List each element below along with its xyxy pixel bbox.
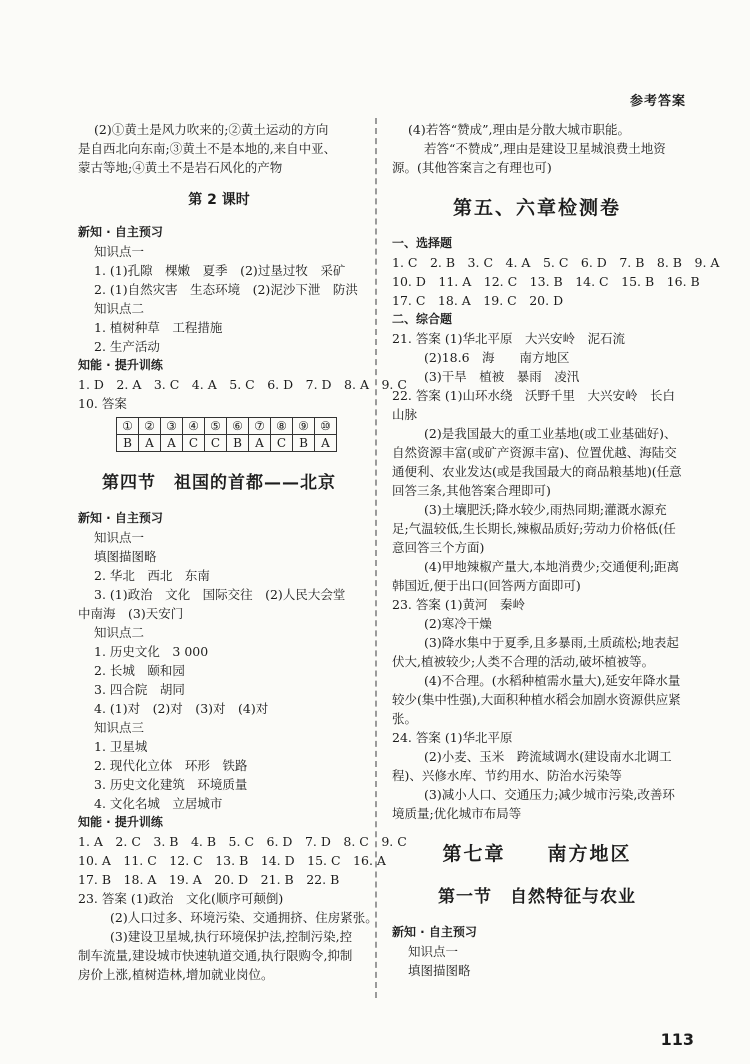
- answer-line: 10. A 11. C 12. C 13. B 14. D 15. C 16. A: [78, 853, 386, 868]
- table-cell: ⑨: [293, 418, 315, 435]
- intro-line-2: 是自西北向东南;③黄土不是本地的,来自中亚、: [78, 141, 337, 156]
- section-head: 知能 · 提升训练: [78, 358, 163, 372]
- section-head: 一、选择题: [392, 236, 453, 250]
- table-cell: ①: [117, 418, 139, 435]
- section-title: 第四节 祖国的首都——北京: [102, 473, 336, 493]
- answer-line: 知识点二: [94, 301, 145, 316]
- section-head: 知能 · 提升训练: [78, 815, 163, 829]
- answer-line: (2)18.6 海 南方地区: [424, 350, 570, 365]
- lesson-title: 第 2 课时: [188, 192, 250, 208]
- answer-line: 10. D 11. A 12. C 13. B 14. C 15. B 16. B: [392, 274, 700, 289]
- answer-paragraph: (3)降水集中于夏季,且多暴雨,土质疏松;地表起伏大,植被较少;人类不合理的活动,破坏植被等。: [392, 635, 679, 669]
- answer-line: 1. 历史文化 3 000: [94, 644, 209, 659]
- table-cell: ⑥: [227, 418, 249, 435]
- answer-table-numbers: [117, 418, 337, 435]
- page-header: 参考答案: [629, 94, 686, 109]
- answer-line: (2)人口过多、环境污染、交通拥挤、住房紧张。: [110, 910, 378, 925]
- section-head: 新知 · 自主预习: [78, 225, 163, 239]
- table-cell: B: [117, 435, 139, 452]
- answer-line: 4. (1)对 (2)对 (3)对 (4)对: [94, 701, 269, 716]
- right-column: [392, 120, 720, 980]
- answer-paragraph: (3)土壤肥沃;降水较少,雨热同期;灌溉水源充足;气温较低,生长期长,辣椒品质好;劳动力价格低(任意回答三个方面): [392, 502, 676, 555]
- answer-line: (4)若答“赞成”,理由是分散大城市职能。: [408, 122, 630, 137]
- answer-line: 1. (1)孔隙 棵嫩 夏季 (2)过垦过牧 采矿: [94, 263, 346, 278]
- answer-paragraph: (3)建设卫星城,执行环境保护法,控制污染,控制车流量,建设城市快速轨道交通,执行限购令,抑制房价上涨,植树造林,增加就业岗位。: [78, 929, 353, 982]
- table-cell: ⑤: [205, 418, 227, 435]
- table-cell: ④: [183, 418, 205, 435]
- table-cell: A: [139, 435, 161, 452]
- table-cell: ⑩: [315, 418, 337, 435]
- answer-paragraph: (3)减小人口、交通压力;减少城市污染,改善环境质量;优化城市布局等: [392, 787, 675, 821]
- table-cell: ⑧: [271, 418, 293, 435]
- table-cell: ②: [139, 418, 161, 435]
- answer-line: 知识点二: [94, 625, 145, 640]
- answer-paragraph: (2)小麦、玉米 跨流域调水(建设南水北调工程)、兴修水库、节约用水、防治水污染等: [392, 749, 672, 783]
- section-title: 第一节 自然特征与农业: [438, 887, 636, 907]
- section-head: 新知 · 自主预习: [392, 925, 477, 939]
- answer-line: 知识点一: [94, 530, 145, 545]
- table-cell: ⑦: [249, 418, 271, 435]
- answer-line: 3. 历史文化建筑 环境质量: [94, 777, 248, 792]
- table-cell: C: [183, 435, 205, 452]
- chapter-title: 第七章 南方地区: [442, 843, 632, 865]
- answer-line: 1. D 2. A 3. C 4. A 5. C 6. D 7. D 8. A 9. C: [78, 377, 407, 392]
- answer-line: 填图描图略: [408, 963, 471, 978]
- table-cell: C: [205, 435, 227, 452]
- answer-line: 21. 答案 (1)华北平原 大兴安岭 泥石流: [392, 331, 626, 346]
- section-head: 二、综合题: [392, 312, 453, 326]
- answer-table-letters: [117, 435, 337, 452]
- answer-line: 知识点一: [408, 944, 459, 959]
- answer-line: 2. 生产活动: [94, 339, 160, 354]
- answer-paragraph: (4)不合理。(水稻种植需水量大),延安年降水量较少(集中性强),大面积种植水稻会加剧水资源供应紧张。: [392, 673, 681, 726]
- table-cell: A: [249, 435, 271, 452]
- answer-line: 填图描图略: [94, 549, 157, 564]
- answer-line: 知识点三: [94, 720, 145, 735]
- answer-line: 山脉: [392, 407, 418, 422]
- intro-line-3: 蒙古等地;④黄土不是岩石风化的产物: [78, 160, 283, 175]
- answer-line: 10. 答案: [78, 396, 127, 411]
- answer-line: 17. B 18. A 19. A 20. D 21. B 22. B: [78, 872, 340, 887]
- answer-line: 3. (1)政治 文化 国际交往 (2)人民大会堂: [94, 587, 346, 602]
- answer-line: 23. 答案 (1)政治 文化(顺序可颠倒): [78, 891, 284, 906]
- section-head: 新知 · 自主预习: [78, 511, 163, 525]
- answer-table: [116, 417, 337, 452]
- chapter-test-title: 第五、六章检测卷: [452, 197, 621, 219]
- table-cell: C: [271, 435, 293, 452]
- answer-line: 24. 答案 (1)华北平原: [392, 730, 513, 745]
- answer-line: (3)干旱 植被 暴雨 凌汛: [424, 369, 580, 384]
- intro-line-1: (2)①黄土是风力吹来的;②黄土运动的方向: [94, 122, 329, 137]
- table-cell: ③: [161, 418, 183, 435]
- answer-paragraph: (2)是我国最大的重工业基地(或工业基础好)、自然资源丰富(或矿产资源丰富)、位置优越、海陆交通便利、农业发达(或是我国最大的商品粮基地)(任意回答三条,其他答案合理即可): [392, 426, 682, 498]
- answer-line: 知识点一: [94, 244, 145, 259]
- answer-line: 23. 答案 (1)黄河 秦岭: [392, 597, 526, 612]
- answer-paragraph: 若答“不赞成”,理由是建设卫星城浪费土地资源。(其他答案言之有理也可): [392, 141, 666, 175]
- answer-line: (2)寒冷干燥: [424, 616, 492, 631]
- answer-line: 2. 长城 颐和园: [94, 663, 185, 678]
- table-cell: B: [293, 435, 315, 452]
- answer-line: 2. (1)自然灾害 生态环境 (2)泥沙下泄 防洪: [94, 282, 358, 297]
- answer-paragraph: (4)甲地辣椒产量大,本地消费少;交通便利;距离韩国近,便于出口(回答两方面即可): [392, 559, 680, 593]
- table-cell: B: [227, 435, 249, 452]
- answer-line: 22. 答案 (1)山环水绕 沃野千里 大兴安岭 长白: [392, 388, 676, 403]
- table-cell: A: [161, 435, 183, 452]
- answer-line: 2. 现代化立体 环形 铁路: [94, 758, 248, 773]
- answer-line: 中南海 (3)天安门: [78, 606, 184, 621]
- page-number: 113: [660, 1030, 694, 1049]
- answer-line: 4. 文化名城 立居城市: [94, 796, 223, 811]
- answer-line: 17. C 18. A 19. C 20. D: [392, 293, 564, 308]
- answer-line: 1. 植树种草 工程措施: [94, 320, 223, 335]
- answer-line: 1. A 2. C 3. B 4. B 5. C 6. D 7. D 8. C 9. C: [78, 834, 407, 849]
- answer-line: 3. 四合院 胡同: [94, 682, 185, 697]
- answer-line: 1. 卫星城: [94, 739, 148, 754]
- answer-line: 1. C 2. B 3. C 4. A 5. C 6. D 7. B 8. B 9. A: [392, 255, 720, 270]
- table-cell: A: [315, 435, 337, 452]
- answer-line: 2. 华北 西北 东南: [94, 568, 210, 583]
